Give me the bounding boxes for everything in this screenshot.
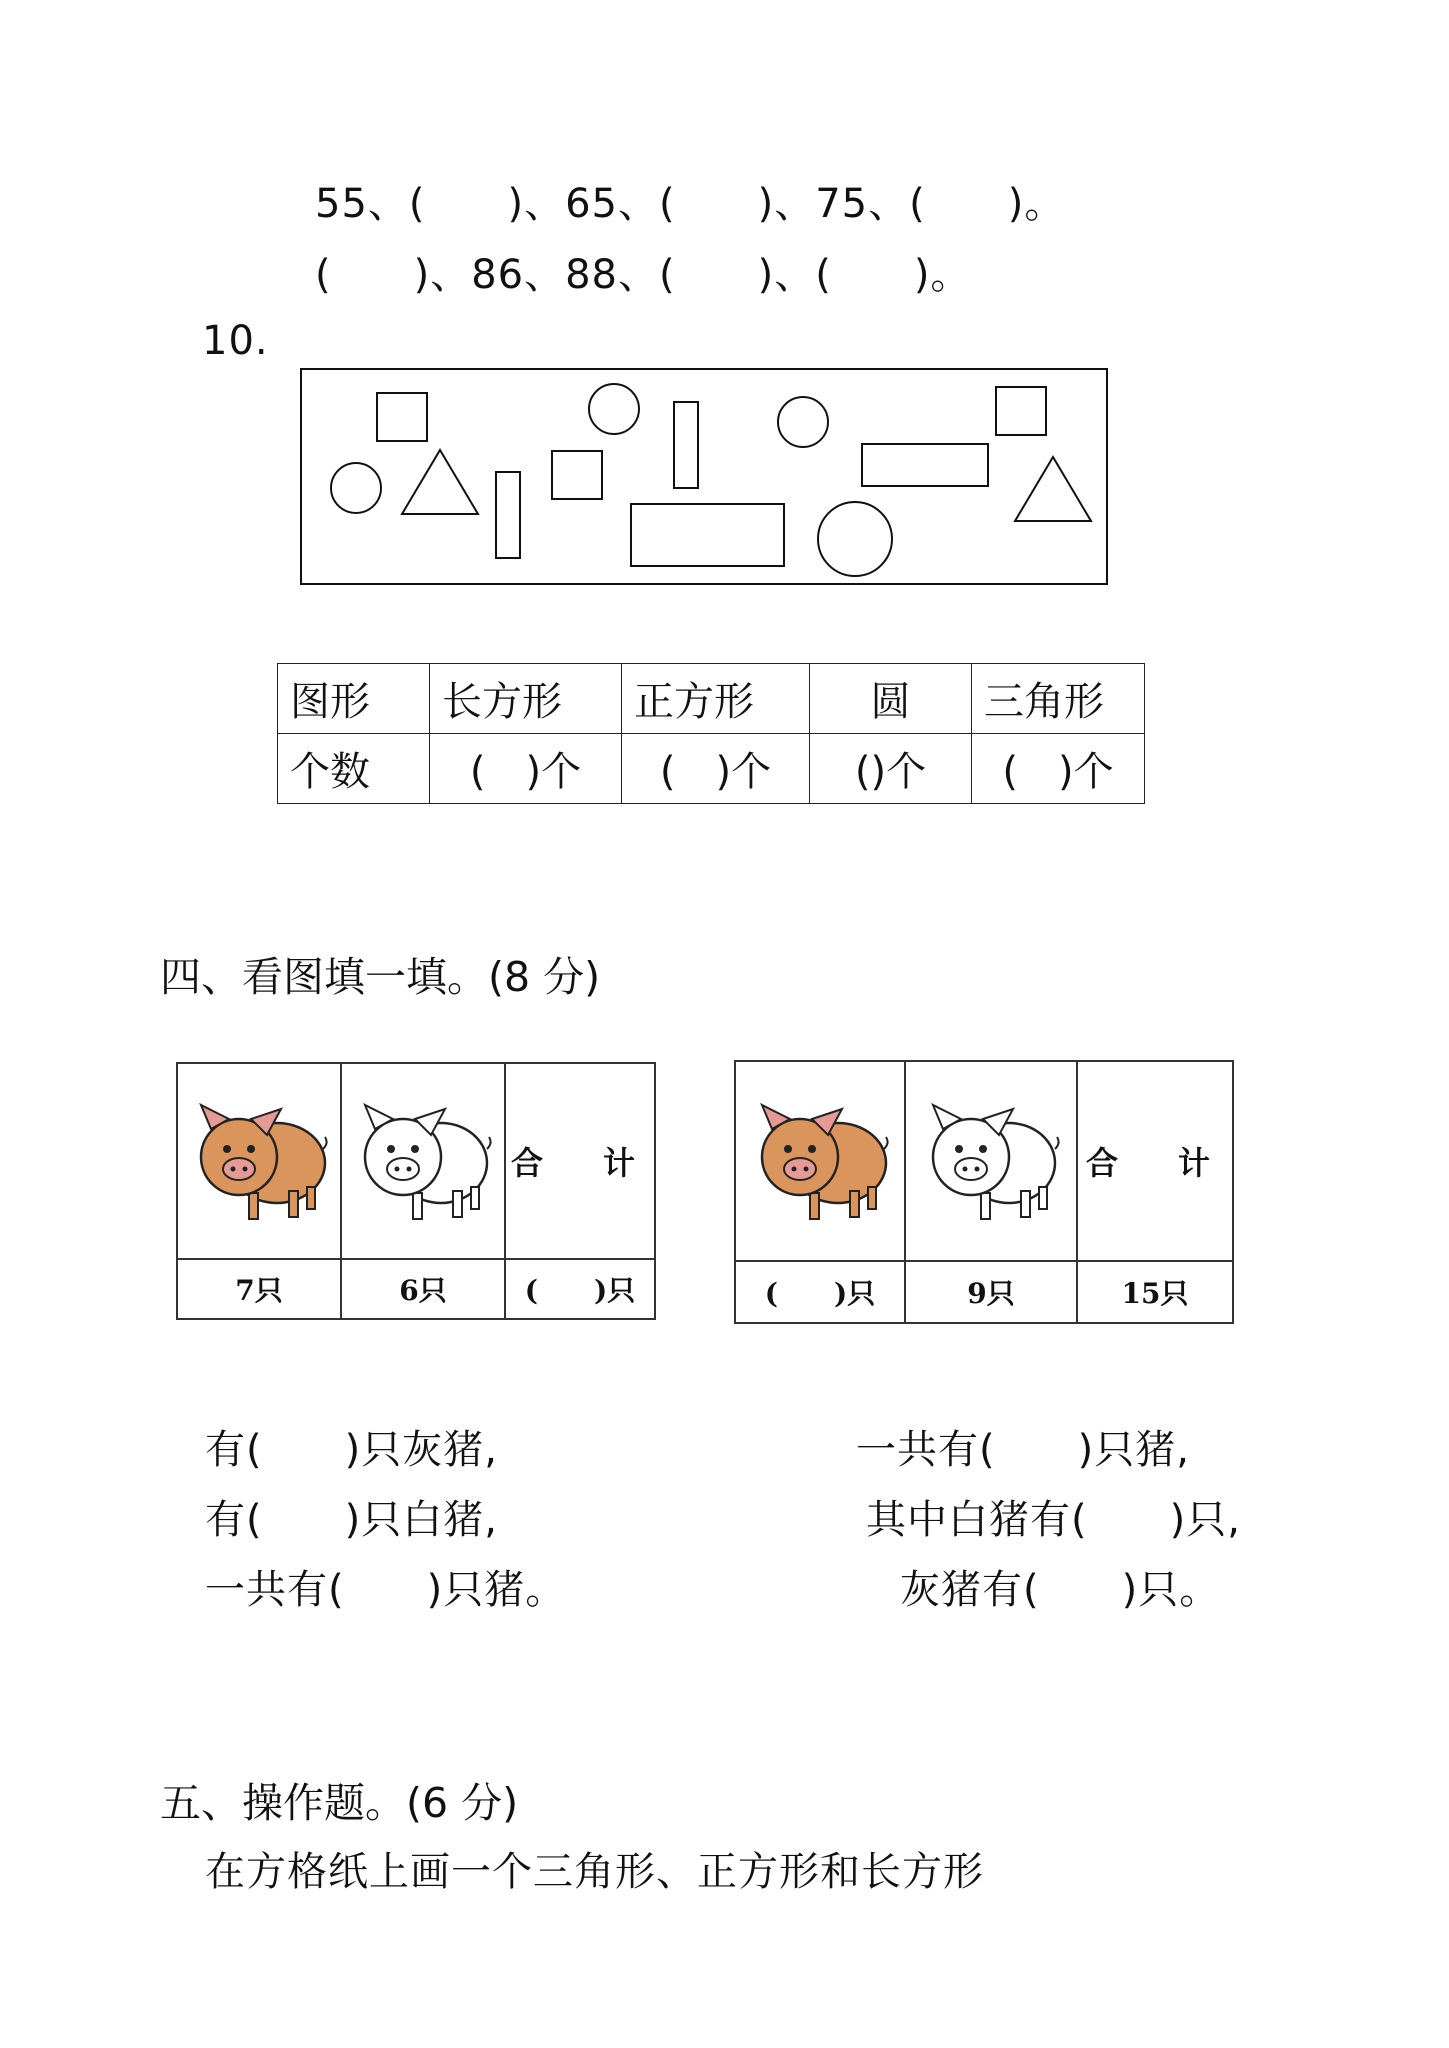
brown-pig-cell (177, 1063, 341, 1259)
table-row (278, 664, 1145, 734)
table-row (177, 1259, 655, 1319)
answer-cell[interactable]: ( )只 (735, 1261, 905, 1323)
circle-shape (777, 396, 829, 448)
count-cell: 6只 (341, 1259, 505, 1319)
circle-shape (330, 462, 382, 514)
answer-cell[interactable]: ( )只 (505, 1259, 655, 1319)
fill-line-right-1: 一共有( )只猪, (856, 1427, 1190, 1473)
brown-pig-icon (189, 1091, 329, 1231)
square-shape (376, 392, 428, 442)
total-label: 合 计 (505, 1063, 655, 1259)
table-cell: 三角形 (972, 664, 1145, 734)
answer-cell[interactable]: ( )个 (430, 734, 622, 804)
brown-pig-cell (735, 1061, 905, 1261)
white-pig-icon (921, 1091, 1061, 1231)
rectangle-shape (495, 471, 521, 559)
circle-shape (817, 501, 893, 577)
sequence-line-2: ( )、86、88、( )、( )。 (315, 252, 972, 298)
white-pig-cell (341, 1063, 505, 1259)
fill-line-left-1: 有( )只灰猪, (205, 1427, 498, 1473)
table-cell: 长方形 (430, 664, 622, 734)
section-5-instruction: 在方格纸上画一个三角形、正方形和长方形 (205, 1849, 984, 1895)
fill-line-right-2: 其中白猪有( )只, (866, 1497, 1241, 1543)
answer-cell[interactable]: ( )个 (622, 734, 810, 804)
table-cell: 正方形 (622, 664, 810, 734)
fill-line-left-2: 有( )只白猪, (205, 1497, 498, 1543)
rectangle-shape (630, 503, 785, 567)
table-cell: 圆 (810, 664, 972, 734)
table-cell: 个数 (278, 734, 430, 804)
white-pig-icon (353, 1091, 493, 1231)
square-shape (551, 450, 603, 500)
count-cell: 9只 (905, 1261, 1077, 1323)
sequence-line-1: 55、( )、65、( )、75、( )。 (315, 181, 1066, 227)
answer-cell[interactable]: ( )个 (972, 734, 1145, 804)
triangle-shape (400, 448, 480, 516)
rectangle-shape (861, 443, 989, 487)
shape-count-table (277, 663, 1145, 804)
question-10-number: 10. (202, 318, 269, 364)
pig-table-left (176, 1062, 656, 1320)
table-cell: 图形 (278, 664, 430, 734)
circle-shape (588, 383, 640, 435)
square-shape (995, 386, 1047, 436)
shapes-panel (300, 368, 1108, 585)
rectangle-shape (673, 401, 699, 489)
white-pig-cell (905, 1061, 1077, 1261)
count-cell: 15只 (1077, 1261, 1233, 1323)
fill-line-right-3: 灰猪有( )只。 (900, 1567, 1221, 1613)
pig-table-right (734, 1060, 1234, 1324)
total-label: 合 计 (1077, 1061, 1233, 1261)
answer-cell[interactable]: ()个 (810, 734, 972, 804)
triangle-shape (1013, 455, 1093, 523)
table-row (278, 734, 1145, 804)
brown-pig-icon (750, 1091, 890, 1231)
fill-line-left-3: 一共有( )只猪。 (205, 1567, 567, 1613)
count-cell: 7只 (177, 1259, 341, 1319)
table-row (177, 1063, 655, 1259)
table-row (735, 1261, 1233, 1323)
section-5-heading: 五、操作题。(6 分) (160, 1779, 519, 1827)
section-4-heading: 四、看图填一填。(8 分) (160, 953, 601, 1001)
table-row (735, 1061, 1233, 1261)
